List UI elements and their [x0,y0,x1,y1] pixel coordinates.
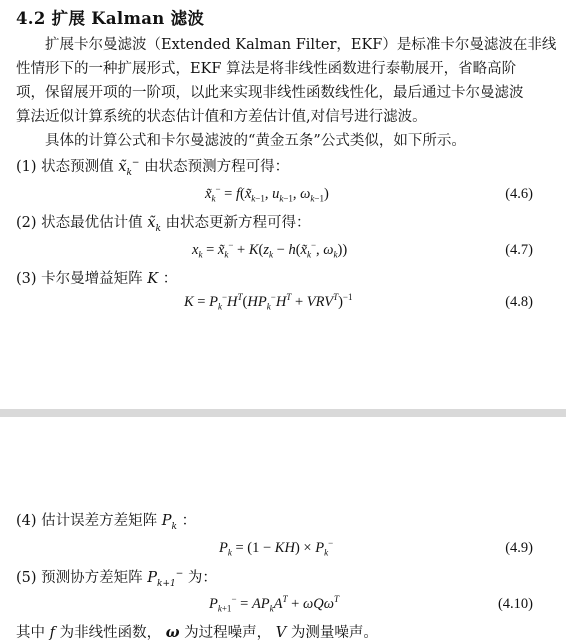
step-1-label: (1) 状态预测值 $x̃_k^-$ 由状态预测方程可得： [16,158,290,178]
equation-number: (4.6) [505,186,533,202]
step-3-label: (3) 卡尔曼增益矩阵 K ： [16,271,178,287]
intro-line-2: 性情形下的一种扩展形式，EKF 算法是将非线性函数进行泰勒展开，省略高阶 [16,61,517,77]
intro-line-3: 项，保留展开项的一阶项，以此来实现非线性函数线性化，最后通过卡尔曼滤波 [16,85,524,101]
intro-line-1: 扩展卡尔曼滤波（Extended Kalman Filter，EKF）是标准卡尔曼滤波在非线 [45,37,557,53]
equation-4-9: $P_k = (1 - KH) \times P_k^-$ [219,538,334,558]
intro-line-4: 算法近似计算系统的状态估计值和方差估计值,对信号进行滤波。 [16,109,427,125]
page-break-divider [0,409,566,417]
equation-4-10: $P_{k+1}^- = AP_kA^T + \omega Q\omega^T$ [209,594,339,614]
equation-number: (4.7) [505,242,533,258]
step-4-label: (4) 估计误差方差矩阵 $P_k$ ： [16,513,197,532]
equation-number: (4.9) [505,540,533,556]
equation-number: (4.10) [497,596,533,612]
step-2-label: (2) 状态最优估计值 $x̃_k$ 由状态更新方程可得： [16,215,311,234]
equation-4-7: $x_k$ = $x̃_k^- + K(z_k$ − $h(x̃_k^-$, $\omega_k$)) [192,240,348,260]
section-title: 4.2 扩展 Kalman 滤波 [16,9,205,28]
step-5-label: (5) 预测协方差矩阵 $P_{k+1}^-$ 为： [16,569,217,589]
equation-4-8: $K = P_k^-H^T(HP_k^-H^T + VRV^T)^{-1}$ [184,292,353,312]
equation-number: (4.8) [505,294,533,310]
intro-line-5: 具体的计算公式和卡尔曼滤波的“黄金五条”公式类似，如下所示。 [45,133,466,149]
equation-4-6: $x̃_k^-$ = $f(x̃_{k-1}$, $u_{k-1}$, $\omega_{k-1}$) [205,184,329,204]
variable-note: 其中 f 为非线性函数， ω 为过程噪声， V 为测量噪声。 [16,624,378,641]
